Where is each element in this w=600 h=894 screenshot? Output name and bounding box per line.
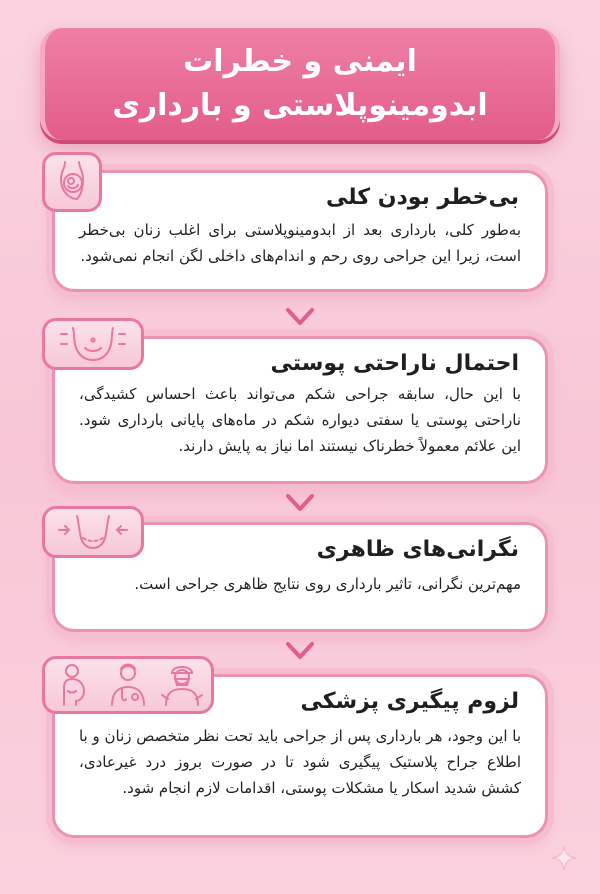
card-title: لزوم پیگیری پزشکی — [300, 689, 519, 714]
sparkle-icon — [550, 844, 578, 872]
pregnant-belly-icon — [51, 159, 93, 205]
card-general-safety — [52, 170, 548, 292]
card-icon-box — [42, 318, 144, 370]
card-body: به‌طور کلی، بارداری بعد از ابدومینوپلاستی برای اغلب زنان بی‌خطر است، زیرا این جراحی روی رحم و اندام‌های داخلی لگن انجام نمی‌شود. — [79, 221, 521, 265]
card-title: نگرانی‌های ظاهری — [316, 537, 519, 562]
down-arrow-icon — [284, 640, 316, 662]
card-icon-box — [42, 506, 144, 558]
down-arrow-icon — [284, 492, 316, 514]
abdomen-torso-icon — [53, 324, 133, 364]
card-body: مهم‌ترین نگرانی، تاثیر بارداری روی نتایج ظاهری جراحی است. — [134, 575, 521, 593]
card-icon-box — [42, 152, 102, 212]
card-body: با این حال، سابقه جراحی شکم می‌تواند باعث احساس کشیدگی، ناراحتی پوستی یا سفتی دیواره شکم در ماه‌های پایانی بارداری شود. این علائم معمولاً خطرناک نیستند اما نیاز به پایش دارند. — [79, 385, 521, 455]
card-icon-box — [42, 656, 214, 714]
doctor-icon — [104, 661, 152, 709]
header-title-line-2: ابدومینوپلاستی و بارداری — [112, 88, 488, 123]
waist-tighten-icon — [53, 512, 133, 552]
header-title-line-1: ایمنی و خطرات — [183, 44, 417, 79]
card-body: با این وجود، هر بارداری پس از جراحی باید تحت نظر متخصص زنان و با اطلاع جراح پلاستیک پیگیری شود تا در صورت بروز درد غیرعادی، کشش شدید اسکار یا مشکلات پوستی، اقدامات لازم انجام شود. — [78, 727, 521, 797]
pregnant-woman-icon — [50, 661, 98, 709]
card-title: بی‌خطر بودن کلی — [326, 185, 519, 210]
card-title: احتمال ناراحتی پوستی — [270, 351, 519, 376]
down-arrow-icon — [284, 306, 316, 328]
surgeon-icon — [158, 661, 206, 709]
page-header — [40, 28, 560, 140]
